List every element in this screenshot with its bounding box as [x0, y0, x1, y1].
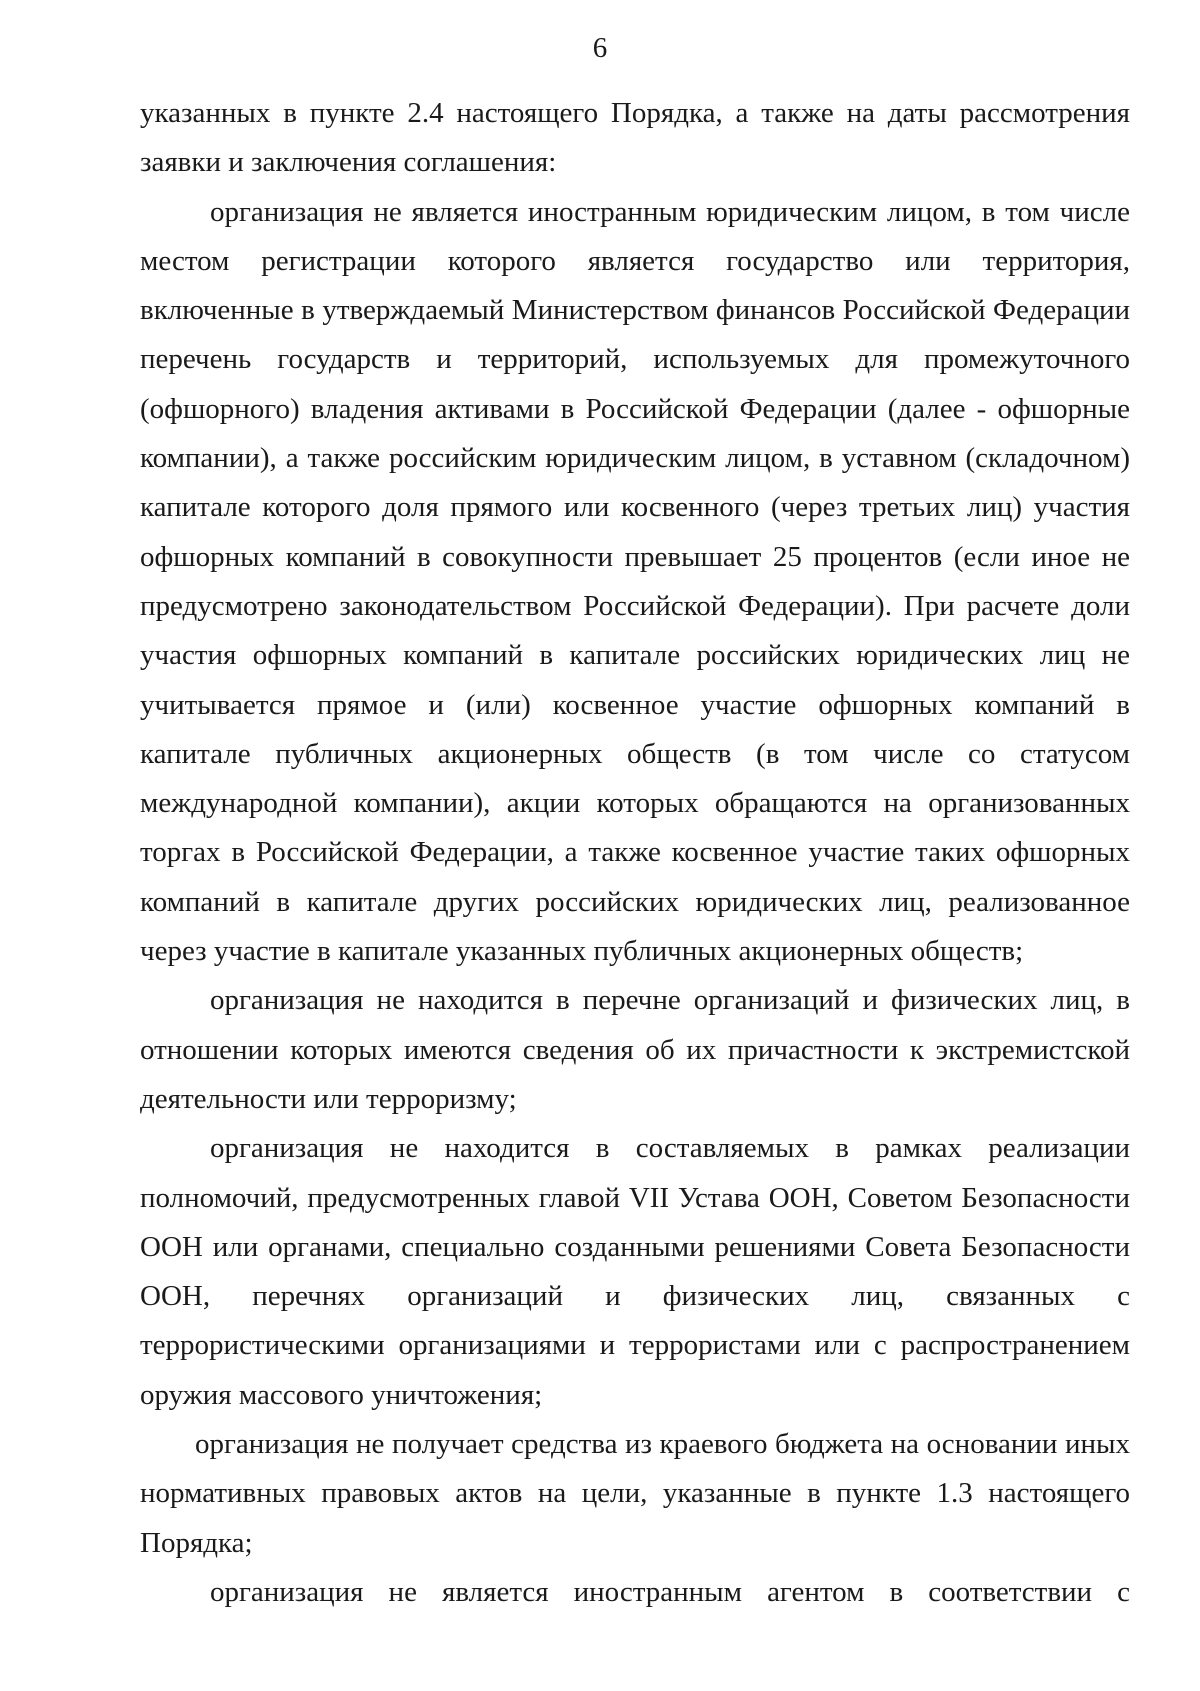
paragraph-extremism-condition: организация не находится в перечне организаций и физических лиц, в отношении которых имеются сведения об их причастности к экстремистской деятельности или терроризму; [140, 984, 1130, 1115]
document-body [140, 89, 1130, 1617]
paragraph-offshore-condition: организация не является иностранным юридическим лицом, в том числе местом регистрации которого является государство или территория, включенные в утверждаемый Министерством финансов Российской Федерации перечень государств и территорий, используемых для промежуточного (офшорного) владения активами в Российской Федерации (далее - офшорные компании), а также российским юридическим лицом, в уставном (складочном) капитале которого доля прямого или косвенного (через третьих лиц) участия офшорных компаний в совокупности превышает 25 процентов (если иное не предусмотрено законодательством Российской Федерации). При расчете доли участия офшорных компаний в капитале российских юридических лиц не учитывается прямое и (или) косвенное участие офшорных компаний в капитале публичных акционерных обществ (в том числе со статусом международной компании), акции которых обращаются на организованных торгах в Российской Федерации, а также косвенное участие таких офшорных компаний в капитале других российских юридических лиц, реализованное через участие в капитале указанных публичных акционерных обществ; [140, 195, 1130, 968]
page-number: 6 [592, 32, 608, 64]
paragraph-continuation: указанных в пункте 2.4 настоящего Порядка, а также на даты рассмотрения заявки и заключения соглашения: [140, 97, 1130, 179]
paragraph-budget-condition: организация не получает средства из краевого бюджета на основании иных нормативных правовых актов на цели, указанные в пункте 1.3 настоящего Порядка; [140, 1428, 1130, 1559]
paragraph-un-list-condition: организация не находится в составляемых в рамках реализации полномочий, предусмотренных главой VII Устава ООН, Советом Безопасности ООН или органами, специально созданными решениями Совета Безопасности ООН, перечнях организаций и физических лиц, связанных с террористическими организациями и террористами или с распространением оружия массового уничтожения; [140, 1132, 1130, 1411]
paragraph-foreign-agent-condition: организация не является иностранным агентом в соответствии с [210, 1575, 1130, 1608]
